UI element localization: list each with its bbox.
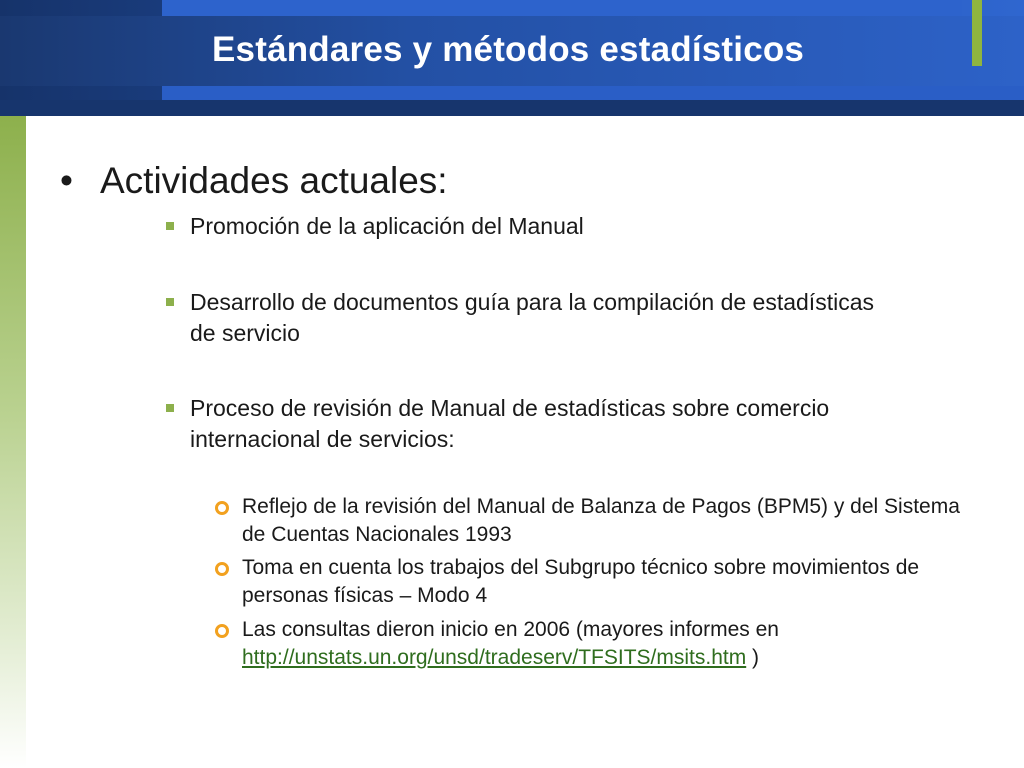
sub-list-item [215, 554, 975, 610]
sub-list-item [215, 493, 975, 549]
header-shadow [0, 100, 1024, 116]
square-bullet-icon [166, 404, 174, 412]
sub-list-item-text-suffix: ) [746, 646, 760, 669]
ring-bullet-icon [215, 624, 229, 638]
bullet-dot-icon: • [60, 160, 73, 201]
header-accent-bar [972, 0, 982, 66]
square-bullet-icon [166, 222, 174, 230]
msits-link[interactable]: http://unstats.un.org/unsd/tradeserv/TFSITS/msits.htm [242, 646, 747, 669]
square-bullet-icon [166, 298, 174, 306]
list-item [166, 211, 926, 242]
slide-title: Estándares y métodos estadísticos [212, 30, 805, 69]
ring-bullet-icon [215, 501, 229, 515]
main-bullet-text: Actividades actuales: [100, 160, 448, 201]
header-top-band [162, 0, 962, 16]
ring-bullet-icon [215, 562, 229, 576]
list-item-text: Desarrollo de documentos guía para la compilación de estadísticas de servicio [190, 289, 874, 346]
sub-list-item-text-prefix: Las consultas dieron inicio en 2006 (mayores informes en [242, 618, 779, 641]
sub-list-item-text: Toma en cuenta los trabajos del Subgrupo técnico sobre movimientos de personas físicas – Modo 4 [242, 556, 920, 607]
header-bottom-band [162, 86, 1024, 100]
sub-list-item-text: Reflejo de la revisión del Manual de Balanza de Pagos (BPM5) y del Sistema de Cuentas Nacionales 1993 [242, 495, 960, 546]
left-accent-stripe [0, 116, 26, 768]
list-item [166, 287, 926, 349]
list-item-text: Promoción de la aplicación del Manual [190, 213, 584, 239]
sub-list-item-text [242, 616, 932, 672]
sub-list-item [215, 616, 975, 672]
list-item [166, 393, 926, 455]
list-item-text: Proceso de revisión de Manual de estadísticas sobre comercio internacional de servicios: [190, 395, 830, 452]
